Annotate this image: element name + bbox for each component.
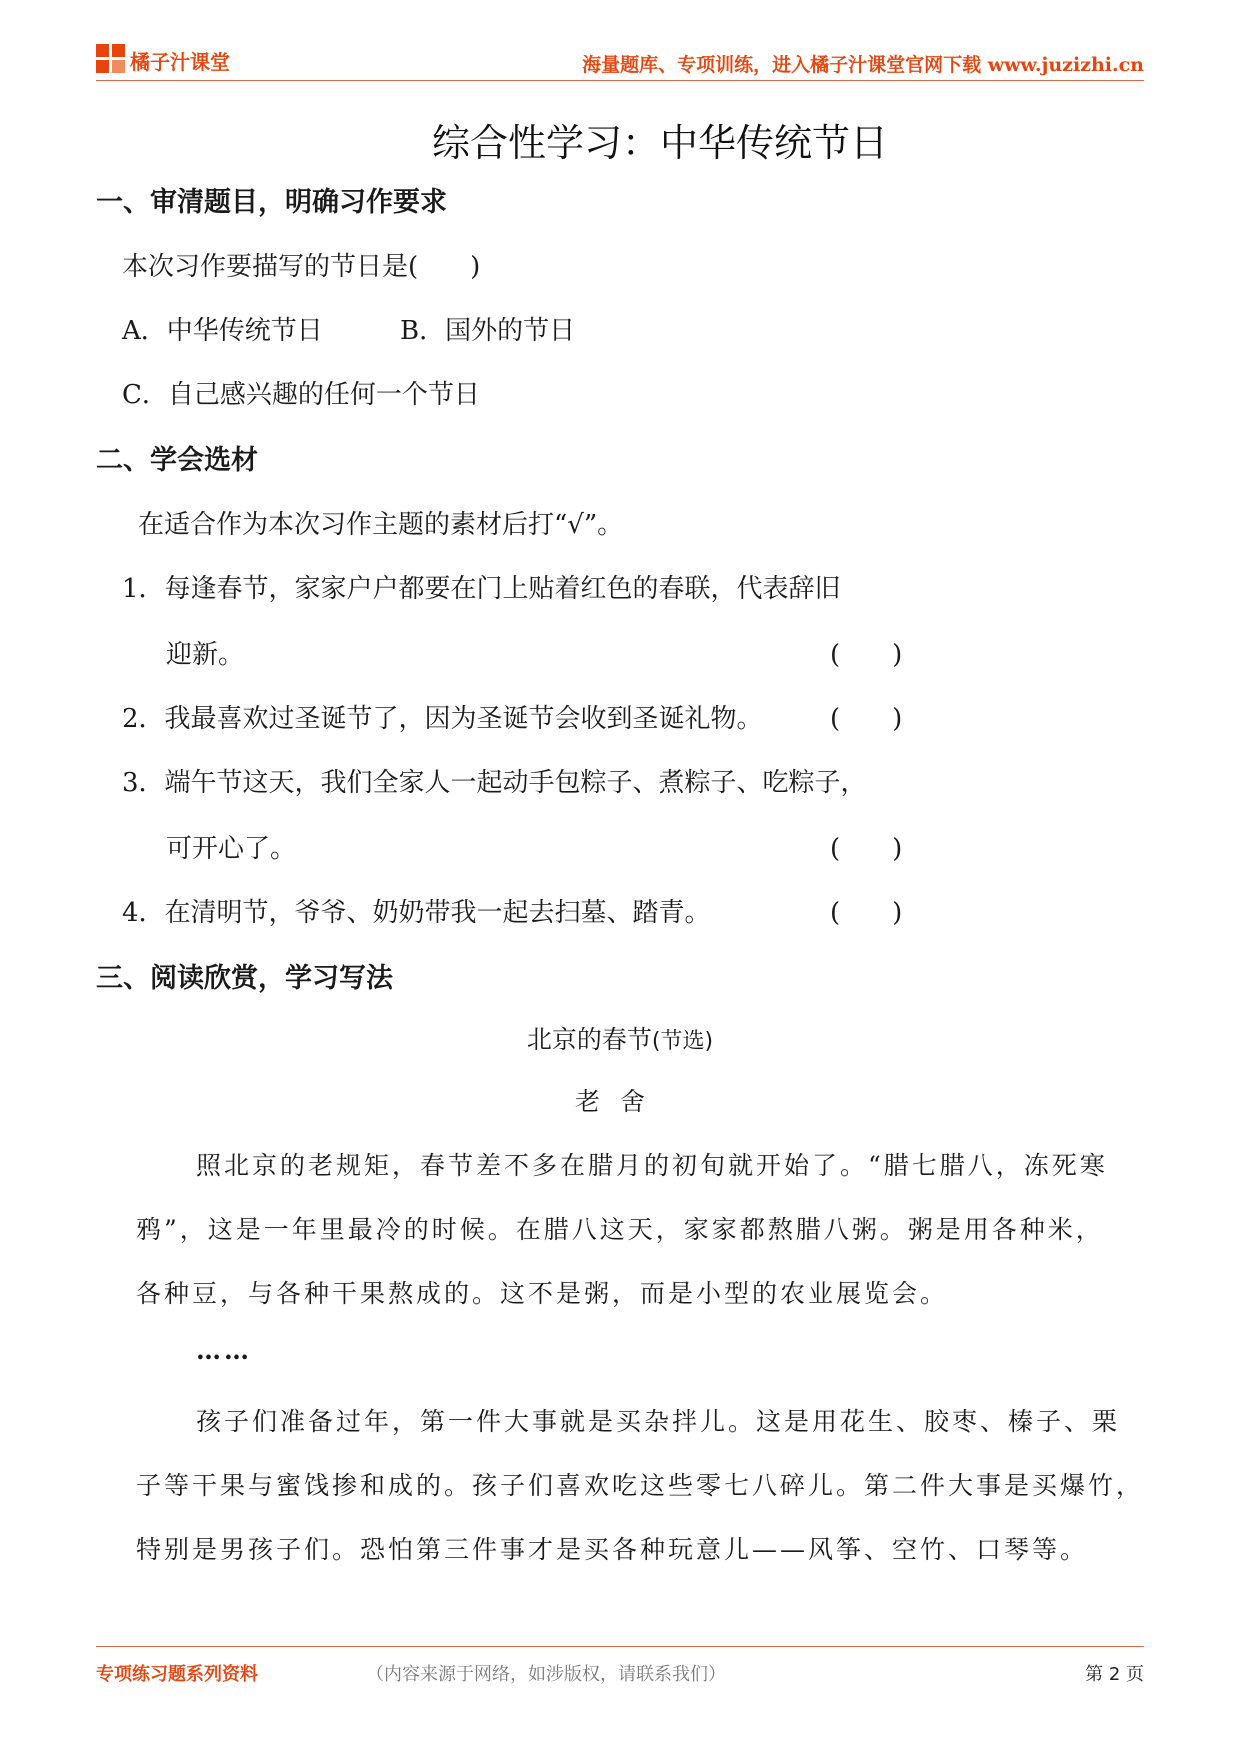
option-c: C．自己感兴趣的任何一个节日 <box>122 380 480 410</box>
brand-logo-icon <box>96 44 126 74</box>
item-3-text-cont: 可开心了。 <box>166 834 297 864</box>
footer-series: 专项练习题系列资料 <box>96 1664 258 1685</box>
paragraph2-line3: 特别是男孩子们。恐怕第三件事才是买各种玩意儿——风筝、空竹、口琴等。 <box>136 1535 1089 1564</box>
item-1-text-cont: 迎新。 <box>166 640 245 670</box>
item-3-text: 3．端午节这天，我们全家人一起动手包粽子、煮粽子、吃粽子， <box>122 768 867 798</box>
item-1-text: 1．每逢春节，家家户户都要在门上贴着红色的春联，代表辞旧 <box>122 574 841 604</box>
section2-instruction: 在适合作为本次习作主题的素材后打“√”。 <box>138 510 624 540</box>
section3-heading: 三、阅读欣赏，学习写法 <box>96 963 393 994</box>
page-number: 第 2 页 <box>1085 1664 1144 1685</box>
item-2-text: 2．我最喜欢过圣诞节了，因为圣诞节会收到圣诞礼物。 <box>122 704 763 734</box>
section1-question: 本次习作要描写的节日是( ) <box>122 252 481 282</box>
passage-ellipsis: …… <box>196 1336 252 1365</box>
passage-title-text: 北京的春节 <box>526 1025 652 1054</box>
footer-divider <box>96 1646 1144 1647</box>
paragraph2-line2: 子等干果与蜜饯掺和成的。孩子们喜欢吃这些零七八碎儿。第二件大事是买爆竹， <box>136 1471 1145 1500</box>
paragraph1-line2: 鸦”，这是一年里最冷的时候。在腊八这天，家家都熬腊八粥。粥是用各种米， <box>136 1215 1104 1244</box>
item-4-text: 4．在清明节，爷爷、奶奶带我一起去扫墓、踏青。 <box>122 898 711 928</box>
item-3-answer-blank[interactable]: ( ) <box>830 834 903 864</box>
header-slogan: 海量题库、专项训练，进入橘子汁课堂官网下载 www.juzizhi.cn <box>582 54 1144 76</box>
option-b: B．国外的节日 <box>400 316 576 346</box>
passage-title <box>0 1020 1240 1056</box>
paragraph2-line1: 孩子们准备过年，第一件大事就是买杂拌儿。这是用花生、胶枣、榛子、栗 <box>196 1407 1121 1436</box>
item-4-answer-blank[interactable]: ( ) <box>830 898 903 928</box>
brand-name: 橘子汁课堂 <box>130 50 230 74</box>
page-title: 综合性学习：中华传统节日 <box>431 121 888 165</box>
paragraph1-line3: 各种豆，与各种干果熬成的。这不是粥，而是小型的农业展览会。 <box>136 1279 949 1308</box>
item-2-answer-blank[interactable]: ( ) <box>830 704 903 734</box>
section1-heading: 一、审清题目，明确习作要求 <box>96 187 447 218</box>
item-1-answer-blank[interactable]: ( ) <box>830 640 903 670</box>
header-divider <box>96 80 1144 81</box>
passage-author: 老舍 <box>574 1087 665 1116</box>
paragraph1-line1: 照北京的老规矩，春节差不多在腊月的初旬就开始了。“腊七腊八，冻死寒 <box>196 1151 1108 1180</box>
footer-notice: （内容来源于网络，如涉版权，请联系我们） <box>366 1664 726 1685</box>
option-a: A．中华传统节日 <box>122 316 323 346</box>
passage-title-note: (节选) <box>651 1029 714 1054</box>
section2-heading: 二、学会选材 <box>96 445 258 476</box>
